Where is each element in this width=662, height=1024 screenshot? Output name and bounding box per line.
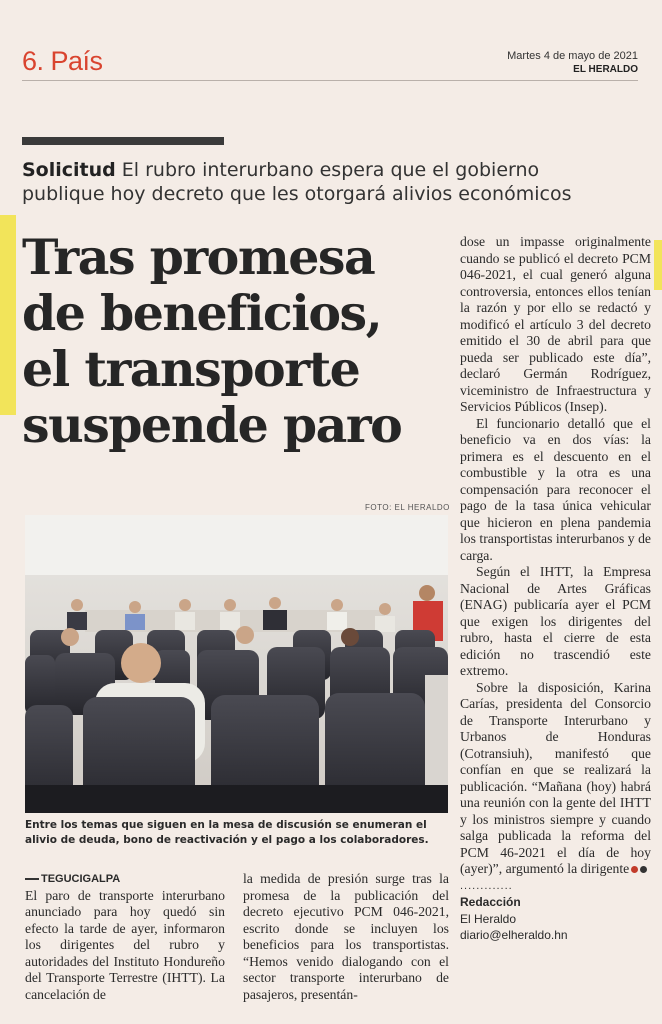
article-paragraph: Según el IHTT, la Empresa Nacional de Artes Gráficas (ENAG) publicaría ayer el PCM que exigen los dirigentes del rubro, hasta el cierre de esta edición no trascendió este extremo.	[460, 564, 651, 678]
kicker-bar	[22, 137, 224, 145]
meeting-photo-image	[25, 515, 448, 813]
dateline	[25, 871, 225, 888]
signature-paper: El Heraldo	[460, 911, 517, 926]
closing-text: Sobre la disposición, Karina Carías, presidenta del Consorcio de Transporte Interurbano y Urbanos de Honduras (Cotransiuh), manifestó que confían en que se realizará la publicación. “Mañana (hoy) habrá una reunión con la gente del IHTT y los ministros siempre y cuando salga publicada la reforma del PCM 46-2021 el día de hoy (ayer)”, argumentó la dirigente	[460, 679, 651, 876]
issue-date: Martes 4 de mayo de 2021	[507, 50, 638, 62]
article-column-1	[25, 871, 225, 1003]
article-paragraph: la medida de presión surge tras la promesa de la publicación del decreto ejecutivo PCM 046-2021, escrito donde se incluyen los beneficios para los transportistas. “Hemos venido dialogando con el sector transporte interurbano de pasajeros, presentán-	[243, 871, 449, 1002]
headline-line: Tras promesa	[22, 228, 375, 286]
article-paragraph: dose un impasse originalmente cuando se publicó el decreto PCM 046-2021, el cual generó alguna controversia, entonces ellos tenían la razón y por ello se redactó y modificó el artículo 3 del decreto emitido el 30 de abril para que pueda ser publicado este día”, declaró Germán Rodríguez, viceministro de Infraestructura y Servicios Públicos (Insep).	[460, 234, 651, 414]
margin-highlight	[0, 215, 16, 415]
headline-line: de beneficios,	[22, 284, 382, 342]
kicker-lead: Solicitud	[22, 159, 116, 181]
photo-credit: FOTO: EL HERALDO	[365, 503, 450, 512]
byline: Redacción	[460, 895, 521, 909]
article-column-2	[243, 871, 449, 1003]
newspaper-name: EL HERALDO	[573, 64, 638, 75]
end-mark-icon	[640, 866, 647, 873]
dateline-dash	[25, 878, 39, 880]
headline-line: suspende paro	[22, 396, 402, 454]
signature-email: diario@elheraldo.hn	[460, 928, 568, 942]
separator-dots: .............	[460, 879, 513, 892]
article-paragraph: El paro de transporte interurbano anunciado para hoy quedó sin efecto la tarde de ayer, informaron los dirigentes del rubro y autoridades del Instituto Hondureño del Transporte Terrestre (IHTT). La cancelación de	[25, 887, 225, 1002]
article-paragraph: El funcionario detalló que el beneficio va en dos vías: la primera es el descuento en el combustible y la otra es una compensación para reconocer el pago de la tasa única vehicular que hicieron en plena pandemia los transportistas interurbanos y de carga.	[460, 415, 651, 563]
headline-line: el transporte	[22, 340, 360, 398]
article-column-3	[460, 234, 651, 944]
header-rule	[22, 80, 638, 81]
margin-highlight-right	[654, 240, 662, 290]
kicker-text: El rubro interurbano espera que el gobierno publique hoy decreto que les otorgará alivios económicos	[22, 159, 572, 205]
meeting-photo	[25, 515, 448, 813]
section-label: 6. País	[22, 46, 103, 76]
kicker	[22, 158, 622, 206]
article-paragraph	[460, 680, 651, 878]
dateline-text: TEGUCIGALPA	[41, 873, 121, 885]
photo-caption: Entre los temas que siguen en la mesa de discusión se enumeran el alivio de deuda, bono de reactivación y el pago a los colaboradores.	[25, 819, 429, 846]
headline	[22, 229, 452, 453]
end-mark-icon	[631, 866, 638, 873]
